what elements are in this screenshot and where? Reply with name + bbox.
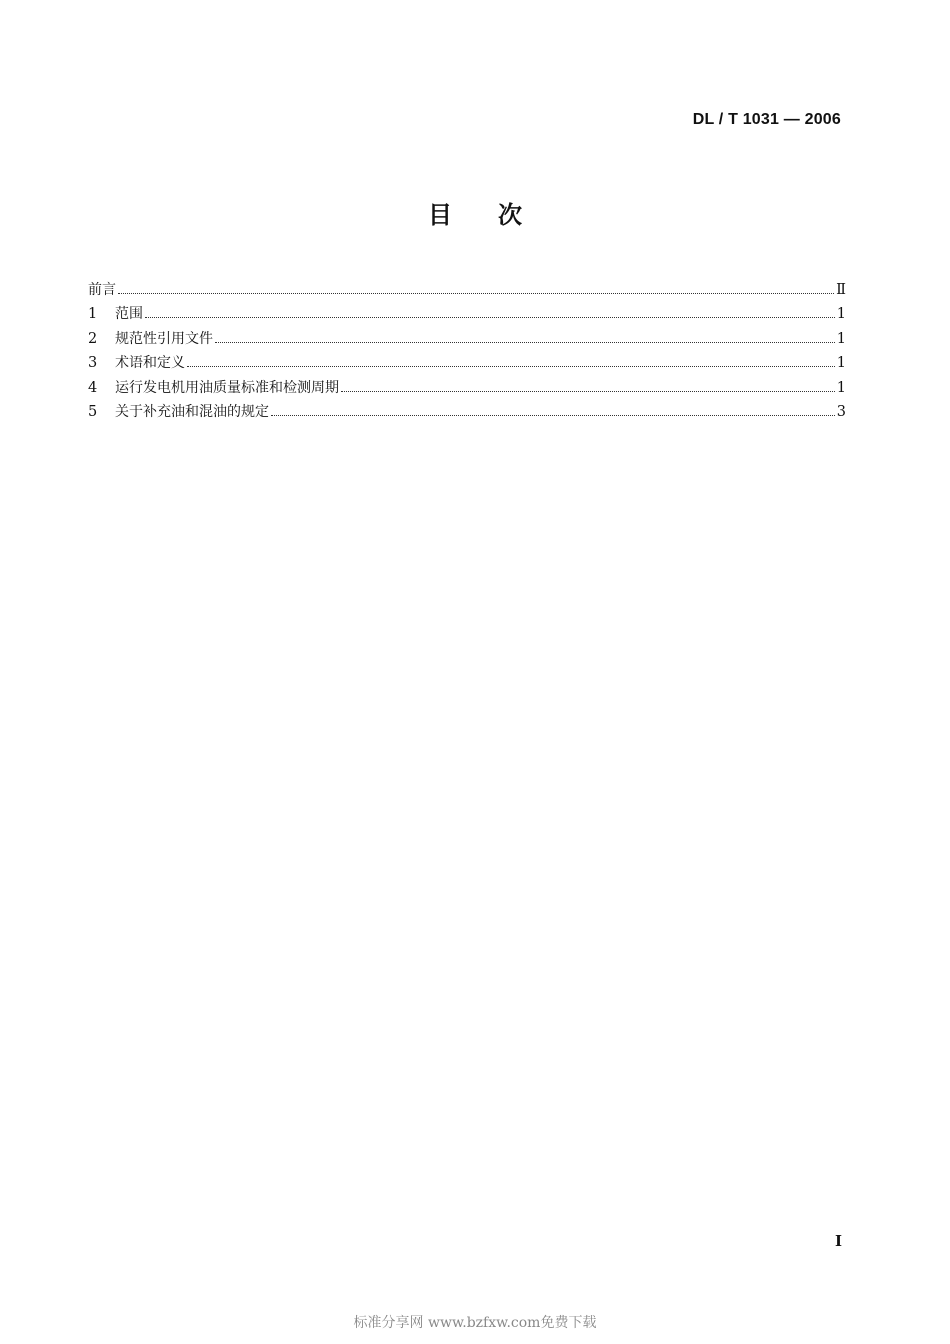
toc-entry-number: 3	[88, 355, 98, 371]
toc-entry-page: 1	[836, 379, 846, 396]
toc-entry-title: 关于补充油和混油的规定	[115, 404, 269, 420]
leader-dots	[271, 414, 835, 416]
toc-entry-number: 2	[88, 330, 98, 347]
toc-entry-title: 前言	[88, 281, 116, 298]
toc-entry-quality-standards[interactable]	[88, 372, 846, 397]
toc-entry-title: 运行发电机用油质量标准和检测周期	[115, 379, 339, 396]
page-title	[0, 195, 950, 230]
table-of-contents	[88, 274, 846, 421]
document-code: DL / T 1031 — 2006	[692, 111, 841, 128]
toc-entry-page: 1	[836, 330, 846, 347]
toc-entry-page: 1	[836, 306, 846, 322]
page-number: I	[834, 1232, 842, 1250]
toc-entry-number: 4	[88, 379, 98, 396]
toc-entry-oil-mixing[interactable]	[88, 397, 846, 422]
leader-dots	[118, 292, 834, 294]
leader-dots	[341, 390, 835, 392]
toc-entry-title: 规范性引用文件	[115, 330, 213, 347]
toc-entry-page: 3	[836, 404, 846, 420]
title-char-right: 次	[498, 201, 522, 229]
footer-watermark: 标准分享网 www.bzfxw.com免费下载	[353, 1315, 597, 1331]
title-char-left: 目	[428, 201, 452, 229]
leader-dots	[187, 365, 835, 367]
toc-entry-foreword[interactable]	[88, 274, 846, 299]
toc-entry-title: 术语和定义	[115, 355, 185, 371]
toc-entry-title: 范围	[115, 306, 143, 322]
toc-entry-scope[interactable]	[88, 299, 846, 324]
toc-entry-normative-references[interactable]	[88, 323, 846, 348]
leader-dots	[215, 341, 835, 343]
leader-dots	[145, 316, 835, 318]
toc-entry-page: Ⅱ	[836, 281, 846, 298]
toc-entry-page: 1	[836, 355, 846, 371]
toc-entry-number: 1	[88, 306, 98, 322]
toc-entry-number: 5	[88, 404, 98, 420]
toc-entry-terms-definitions[interactable]	[88, 348, 846, 373]
